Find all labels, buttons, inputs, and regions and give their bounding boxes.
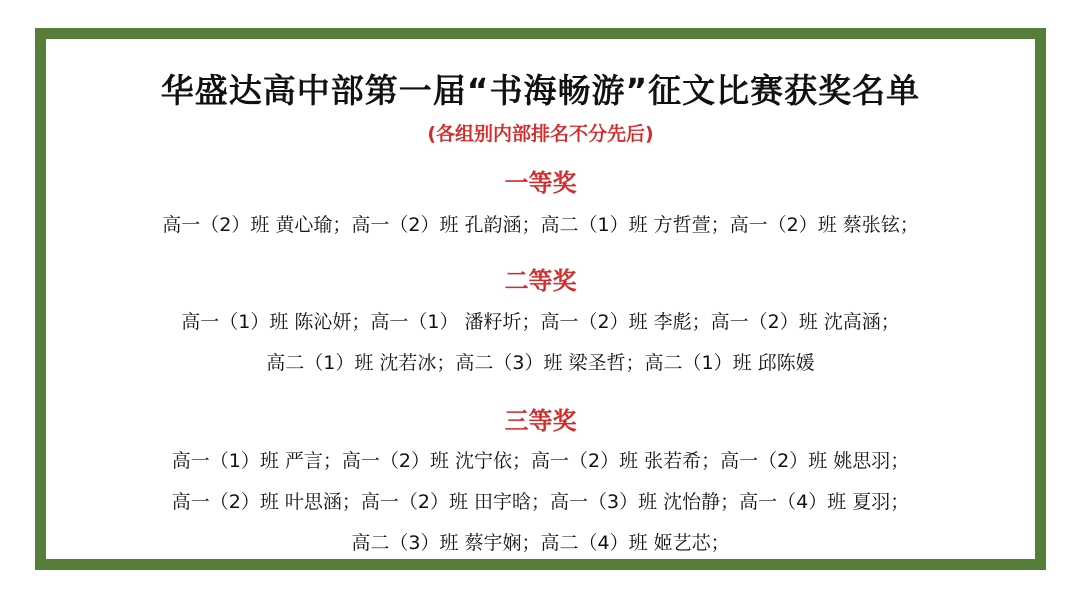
first-prize-line: 高一（2）班 黄心瑜；高一（2）班 孔韵涵；高二（1）班 方哲萱；高一（2）班 蔡张铉； xyxy=(162,214,919,236)
second-prize-heading: 二等奖 xyxy=(504,267,577,295)
second-prize-line: 高二（1）班 沈若冰；高二（3）班 梁圣哲；高二（1）班 邱陈媛 xyxy=(266,352,815,374)
third-prize-heading: 三等奖 xyxy=(504,407,577,435)
award-list-frame xyxy=(35,28,1046,570)
second-prize-line: 高一（1）班 陈沁妍；高一（1） 潘籽圻；高一（2）班 李彪；高一（2）班 沈高涵； xyxy=(181,311,900,333)
third-prize-line: 高一（1）班 严言；高一（2）班 沈宁依；高一（2）班 张若希；高一（2）班 姚思羽； xyxy=(171,450,910,472)
page-title: 华盛达高中部第一届“书海畅游”征文比赛获奖名单 xyxy=(160,71,921,110)
third-prize-line: 高二（3）班 蔡宇娴；高二（4）班 姬艺芯； xyxy=(351,532,730,554)
ranking-note: (各组别内部排名不分先后) xyxy=(427,123,654,145)
first-prize-heading: 一等奖 xyxy=(504,169,577,197)
third-prize-line: 高一（2）班 叶思涵；高一（2）班 田宇晗；高一（3）班 沈怡静；高一（4）班 夏羽； xyxy=(171,491,910,513)
